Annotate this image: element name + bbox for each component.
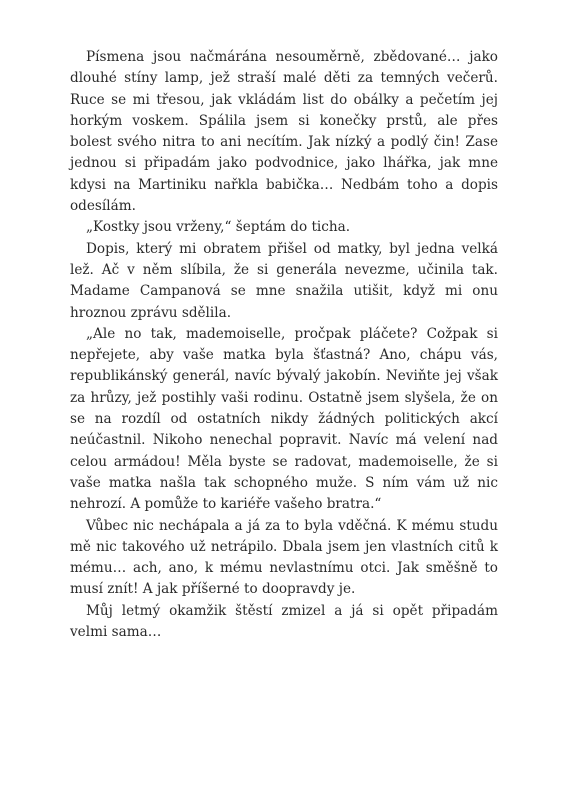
book-page xyxy=(70,47,498,643)
paragraph-1: Písmena jsou načmárána nesouměrně, zbědované… jako dlouhé stíny lamp, jež straší malé děti za temných večerů. Ruce se mi třesou, jak vkládám list do obálky a pečetím jej horkým voskem. Spálila jsem si konečky prstů, ale přes bolest svého nitra to ani necítím. Jak nízký a podlý čin! Zase jednou si připadám jako podvodnice, jako lhářka, jak mne kdysi na Martiniku nařkla babička… Nedbám toho a dopis odesílám. xyxy=(70,49,498,215)
paragraph-3: Dopis, který mi obratem přišel od matky, byl jedna velká lež. Ač v něm slíbila, že si generála nevezme, učinila tak. Madame Campanová se mne snažila utišit, když mi onu hroznou zprávu sdělila. xyxy=(70,240,498,321)
paragraph-2: „Kostky jsou vrženy,“ šeptám do ticha. xyxy=(86,219,351,236)
paragraph-4: „Ale no tak, mademoiselle, pročpak pláčete? Cožpak si nepřejete, aby vaše matka byla šťastná? Ano, chápu vás, republikánský generál, navíc bývalý jakobín. Neviňte jej však za hrůzy, jež postihly vaši rodinu. Ostatně jsem slyšela, že on se na rozdíl od ostatních nikdy žádných politických akcí neúčastnil. Nikoho nenechal popravit. Navíc má velení nad celou armádou! Měla byste se radovat, mademoiselle, že si vaše matka našla tak schopného muže. S ním vám už nic nehrozí. A pomůže to kariéře vašeho bratra.“ xyxy=(70,325,498,513)
paragraph-5: Vůbec nic nechápala a já za to byla vděčná. K mému studu mě nic takového už netrápilo. Dbala jsem jen vlastních citů k mému… ach, ano, k mému nevlastnímu otci. Jak směšně to musí znít! A jak příšerné to doopravdy je. xyxy=(70,517,498,598)
paragraph-6: Můj letmý okamžik štěstí zmizel a já si opět připadám velmi sama… xyxy=(70,602,498,641)
